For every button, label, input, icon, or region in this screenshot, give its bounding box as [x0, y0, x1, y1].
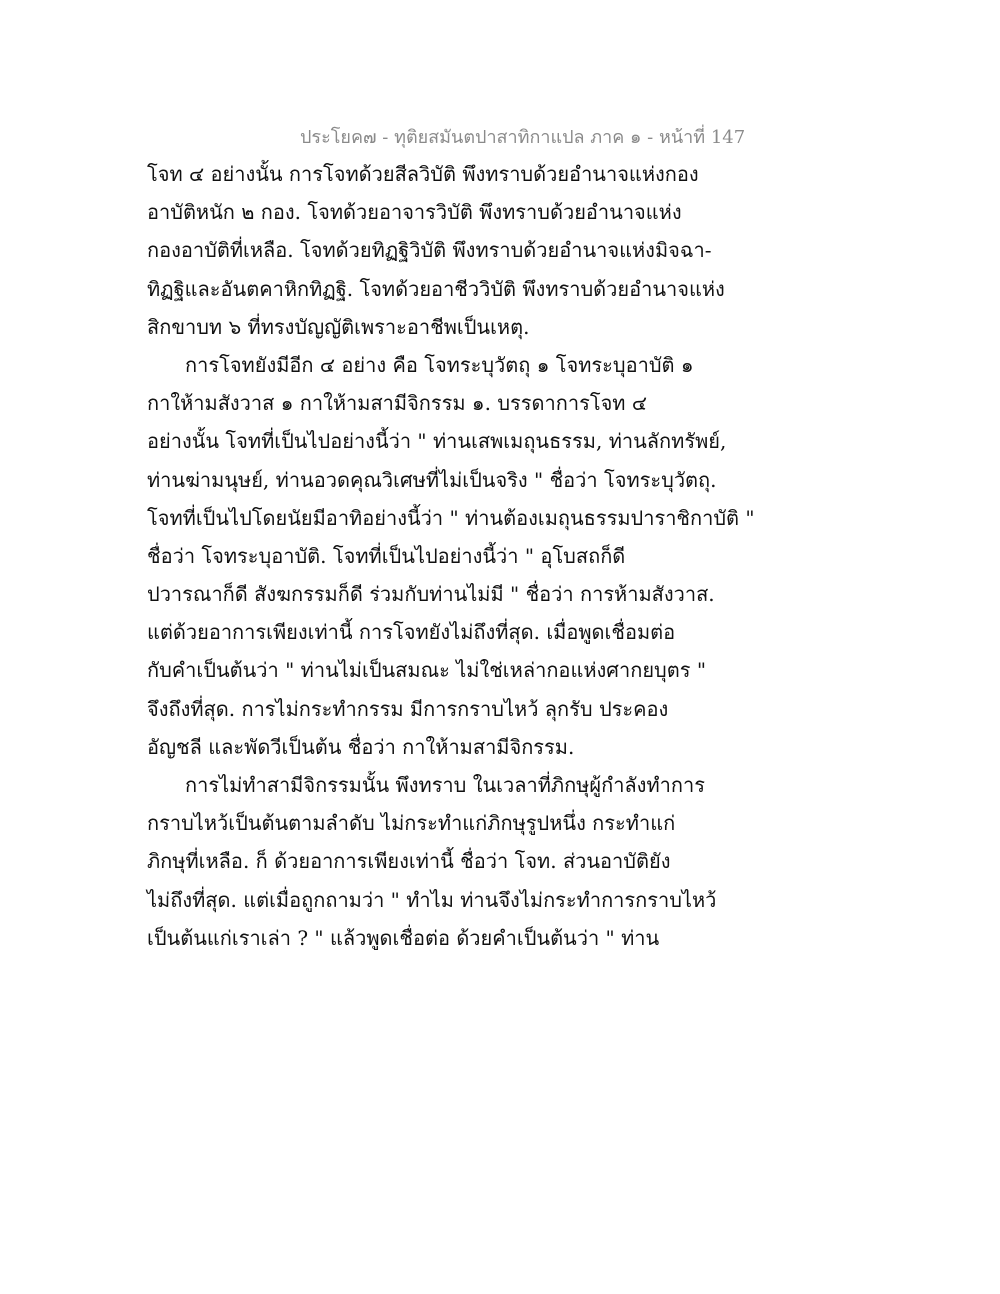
text-line: จึงถึงที่สุด. การไม่กระทำกรรม มีการกราบไหว้ ลุกรับ ประคอง: [147, 696, 669, 721]
body-text: [147, 155, 755, 957]
text-line: กราบไหว้เป็นต้นตามลำดับ ไม่กระทำแก่ภิกษุรูปหนึ่ง กระทำแก่: [147, 811, 676, 836]
text-line: เป็นต้นแก่เราเล่า ? " แล้วพูดเชื่อต่อ ด้วยคำเป็นต้นว่า " ท่าน: [147, 925, 660, 950]
text-line: กับคำเป็นต้นว่า " ท่านไม่เป็นสมณะ ไม่ใช่เหล่ากอแห่งศากยบุตร ": [147, 658, 707, 683]
text-line: ปวารณาก็ดี สังฆกรรมก็ดี ร่วมกับท่านไม่มี " ชื่อว่า การห้ามสังวาส.: [147, 582, 715, 607]
text-line: กองอาบัติที่เหลือ. โจทด้วยทิฏฐิวิบัติ พึงทราบด้วยอำนาจแห่งมิจฉา-: [147, 238, 712, 263]
text-line: แต่ด้วยอาการเพียงเท่านี้ การโจทยังไม่ถึงที่สุด. เมื่อพูดเชื่อมต่อ: [147, 620, 676, 645]
text-line: สิกขาบท ๖ ที่ทรงบัญญัติเพราะอาชีพเป็นเหตุ.: [147, 314, 530, 339]
paragraph-start-line: การโจทยังมีอีก ๔ อย่าง คือ โจทระบุวัตถุ ๑ โจทระบุอาบัติ ๑: [185, 352, 694, 377]
text-line: โจทที่เป็นไปโดยนัยมีอาทิอย่างนี้ว่า " ท่านต้องเมถุนธรรมปาราชิกาบัติ ": [147, 505, 755, 530]
text-line: โจท ๔ อย่างนั้น การโจทด้วยสีลวิบัติ พึงทราบด้วยอำนาจแห่งกอง: [147, 162, 699, 186]
text-line: ทิฏฐิและอันตคาหิกทิฏฐิ. โจทด้วยอาชีววิบัติ พึงทราบด้วยอำนาจแห่ง: [147, 276, 725, 301]
paragraph-start-line: การไม่ทำสามีจิกรรมนั้น พึงทราบ ในเวลาที่ภิกษุผู้กำลังทำการ: [185, 773, 705, 797]
text-line: อาบัติหนัก ๒ กอง. โจทด้วยอาจารวิบัติ พึงทราบด้วยอำนาจแห่ง: [147, 200, 682, 225]
text-line: ภิกษุที่เหลือ. ก็ ด้วยอาการเพียงเท่านี้ ชื่อว่า โจท. ส่วนอาบัติยัง: [147, 849, 671, 874]
text-line: กาให้ามสังวาส ๑ กาให้ามสามีจิกรรม ๑. บรรดาการโจท ๔: [147, 391, 647, 416]
running-head: ประโยค๗ - ทุติยสมันตปาสาทิกาแปล ภาค ๑ - หน้าที่ 147: [300, 127, 746, 148]
text-line: ชื่อว่า โจทระบุอาบัติ. โจทที่เป็นไปอย่างนี้ว่า " อุโบสถก็ดี: [147, 543, 626, 568]
text-line: ท่านฆ่ามนุษย์, ท่านอวดคุณวิเศษที่ไม่เป็นจริง " ชื่อว่า โจทระบุวัตถุ.: [147, 467, 717, 492]
text-line: อย่างนั้น โจทที่เป็นไปอย่างนี้ว่า " ท่านเสพเมถุนธรรม, ท่านลักทรัพย์,: [147, 429, 727, 454]
text-line: อัญชลี และพัดวีเป็นต้น ชื่อว่า กาให้ามสามีจิกรรม.: [147, 734, 575, 759]
text-line: ไม่ถึงที่สุด. แต่เมื่อถูกถามว่า " ทำไม ท่านจึงไม่กระทำการกราบไหว้: [147, 887, 717, 912]
